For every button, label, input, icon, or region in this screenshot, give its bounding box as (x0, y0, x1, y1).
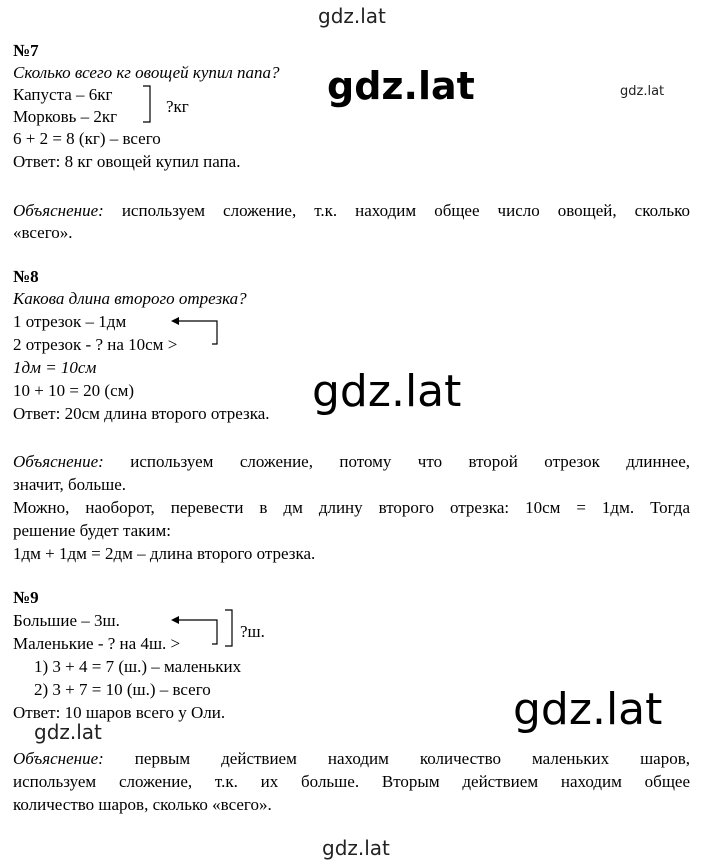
task9-expl-text: первым действием находим количество маленьких шаров, (134, 749, 690, 768)
task7-number: №7 (13, 41, 39, 60)
task8-alt-line2: решение будет таким: (13, 521, 171, 540)
task8-question: Какова длина второго отрезка? (13, 289, 247, 308)
task9-step2: 2) 3 + 7 = 10 (ш.) – всего (34, 680, 211, 699)
task7-question: Сколько всего кг овощей купил папа? (13, 63, 280, 82)
task8-answer: Ответ: 20см длина второго отрезка. (13, 404, 270, 423)
task9-step1: 1) 3 + 4 = 7 (ш.) – маленьких (34, 657, 242, 676)
task7-row2: Морковь – 2кг (13, 107, 118, 126)
task9-explanation-line1 (13, 748, 690, 770)
watermark-large-1: gdz.lat (327, 64, 475, 108)
watermark-large-3: gdz.lat (513, 684, 663, 735)
watermark-top: gdz.lat (318, 4, 386, 28)
task7-answer: Ответ: 8 кг овощей купил папа. (13, 152, 241, 171)
task8-number: №8 (13, 267, 39, 286)
task9-brace-label: ?ш. (240, 622, 265, 641)
task7-row1: Капуста – 6кг (13, 85, 113, 104)
task7-brace-label: ?кг (166, 97, 189, 116)
task9-number: №9 (13, 588, 39, 607)
watermark-large-2: gdz.lat (312, 366, 462, 417)
task9-row2: Маленькие - ? на 4ш. > (13, 634, 181, 653)
task9-row1: Большие – 3ш. (13, 611, 120, 630)
task7-expl-text: используем сложение, т.к. находим общее число овощей, сколько (121, 201, 691, 220)
task9-answer: Ответ: 10 шаров всего у Оли. (13, 703, 226, 722)
task8-conversion: 1дм = 10см (13, 358, 97, 377)
task9-explanation-line2: используем сложение, т.к. их больше. Вторым действием находим общее (13, 772, 690, 791)
task8-explanation-line2: значит, больше. (13, 475, 127, 494)
task8-row1: 1 отрезок – 1дм (13, 312, 127, 331)
task8-alt-line1: Можно, наоборот, перевести в дм длину второго отрезка: 10см = 1дм. Тогда (13, 498, 690, 517)
task7-explanation-line2: «всего». (13, 223, 73, 242)
task8-expl-label: Объяснение: (13, 452, 104, 471)
watermark-mid-left: gdz.lat (34, 720, 102, 744)
task8-row2: 2 отрезок - ? на 10см > (13, 335, 178, 354)
task7-calc: 6 + 2 = 8 (кг) – всего (13, 129, 161, 148)
task7-expl-label: Объяснение: (13, 201, 104, 220)
task8-calc: 10 + 10 = 20 (см) (13, 381, 135, 400)
task8-alt-line3: 1дм + 1дм = 2дм – длина второго отрезка. (13, 544, 316, 563)
watermark-tiny: gdz.lat (620, 84, 665, 99)
task8-expl-text: используем сложение, потому что второй отрезок длиннее, (130, 452, 691, 471)
task9-expl-label: Объяснение: (13, 749, 104, 768)
task9-explanation-line3: количество шаров, сколько «всего». (13, 795, 272, 814)
watermark-bottom: gdz.lat (322, 836, 390, 860)
